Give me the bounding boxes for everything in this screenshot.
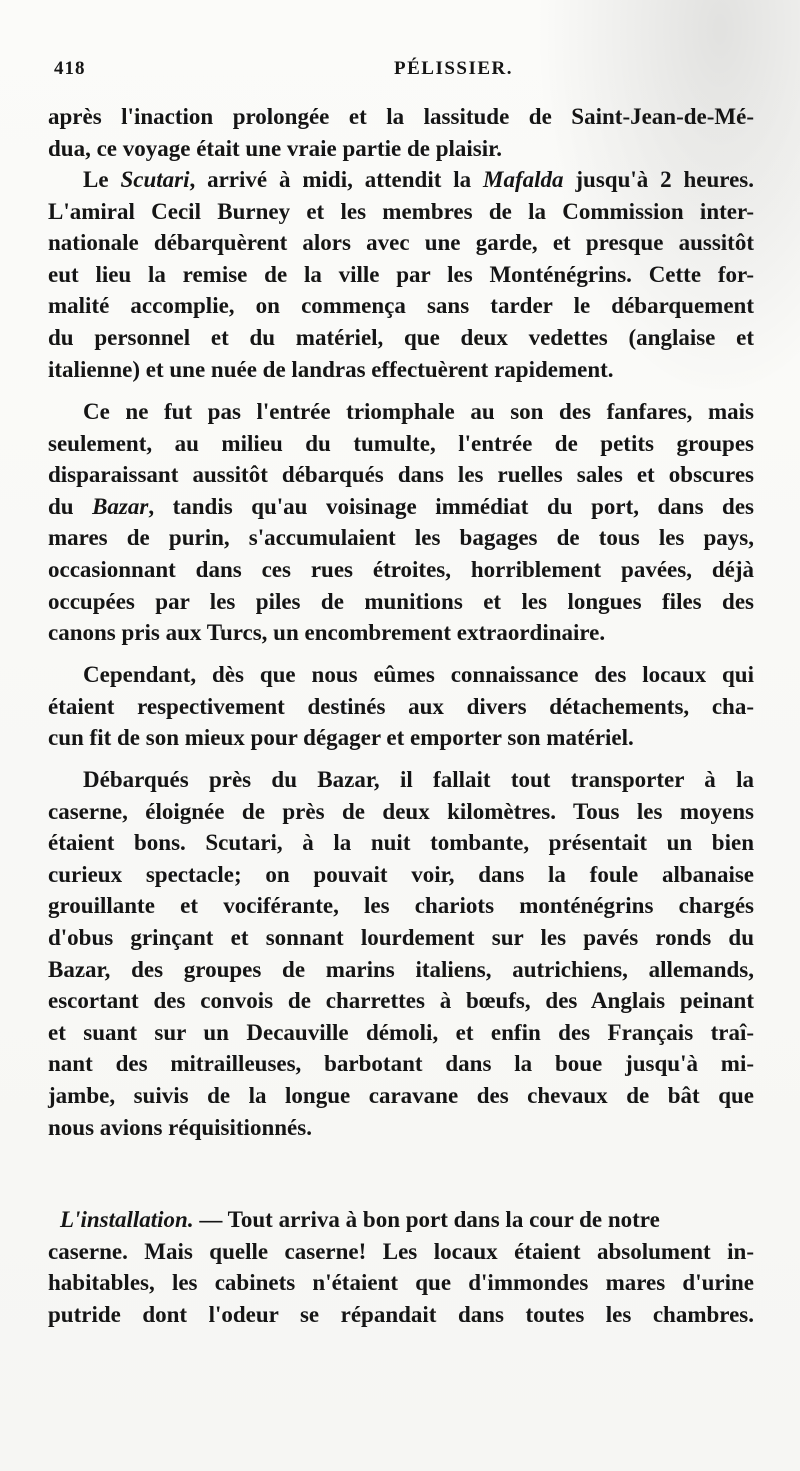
text-line: nationale débarquèrent alors avec une garde, et presque aussitôt	[48, 230, 754, 256]
text-line: Le Scutari, arrivé à midi, attendit la Mafalda jusqu'à 2 heures.	[83, 167, 755, 192]
paragraph-3	[48, 396, 754, 649]
text-line: étaient bons. Scutari, à la nuit tombante, présentait un bien	[48, 830, 754, 856]
text-line: putride dont l'odeur se répandait dans toutes les chambres.	[48, 1301, 754, 1327]
text-line: caserne, éloignée de près de deux kilomètres. Tous les moyens	[48, 798, 754, 824]
text-line: habitables, les cabinets n'étaient que d'immondes mares d'urine	[48, 1270, 754, 1296]
text-line: du personnel et du matériel, que deux vedettes (anglaise et	[48, 324, 754, 350]
text-line: nous avions réquisitionnés.	[48, 1114, 312, 1140]
text-line: nant des mitrailleuses, barbotant dans la boue jusqu'à mi-	[48, 1051, 754, 1077]
text-line: occupées par les piles de munitions et les longues files des	[48, 588, 754, 614]
text-line: malité accomplie, on commença sans tarder le débarquement	[48, 293, 754, 319]
text-line: Cependant, dès que nous eûmes connaissance des locaux qui	[83, 662, 754, 687]
text-line: grouillante et vociférante, les chariots monténégrins chargés	[48, 893, 754, 919]
page-header	[54, 58, 754, 86]
running-head: PÉLISSIER.	[394, 58, 514, 79]
text-line: après l'inaction prolongée et la lassitude de Saint-Jean-de-Mé-	[48, 104, 754, 129]
text-line: d'obus grinçant et sonnant lourdement sur les pavés ronds du	[48, 924, 754, 950]
text-run: — Tout arriva à bon port dans la cour de notre	[193, 1207, 660, 1232]
text-line: et suant sur un Decauville démoli, et enfin des Français traî-	[48, 1019, 754, 1045]
text-line: disparaissant aussitôt débarqués dans les ruelles sales et obscures	[48, 462, 754, 488]
text-line: L'amiral Cecil Burney et les membres de la Commission inter-	[48, 198, 754, 224]
paragraph-1	[48, 101, 754, 164]
text-line: jambe, suivis de la longue caravane des chevaux de bât que	[48, 1082, 754, 1108]
text-line: seulement, au milieu du tumulte, l'entrée de petits groupes	[48, 430, 754, 456]
text-line: dua, ce voyage était une vraie partie de plaisir.	[48, 135, 502, 161]
text-line: eut lieu la remise de la ville par les Monténégrins. Cette for-	[48, 261, 754, 287]
text-line: étaient respectivement destinés aux divers détachements, cha-	[48, 693, 754, 719]
text-line: mares de purin, s'accumulaient les bagages de tous les pays,	[48, 525, 754, 551]
text-line: occasionnant dans ces rues étroites, horriblement pavées, déjà	[48, 556, 754, 582]
text-line: escortant des convois de charrettes à bœufs, des Anglais peinant	[48, 988, 754, 1014]
page-number: 418	[54, 58, 86, 79]
text-line: Ce ne fut pas l'entrée triomphale au son des fanfares, mais	[83, 399, 754, 424]
text-line	[48, 1204, 754, 1236]
text-line: caserne. Mais quelle caserne! Les locaux étaient absolument in-	[48, 1238, 754, 1264]
section-heading: L'installation.	[60, 1207, 194, 1232]
paragraph-2	[48, 164, 754, 385]
text-line: italienne) et une nuée de landras effectuèrent rapidement.	[48, 356, 614, 382]
text-line: Bazar, des groupes de marins italiens, autrichiens, allemands,	[48, 956, 754, 982]
text-line: curieux spectacle; on pouvait voir, dans la foule albanaise	[48, 861, 754, 887]
paragraph-5	[48, 764, 754, 1143]
text-line: Débarqués près du Bazar, il fallait tout transporter à la	[83, 767, 754, 792]
text-line: cun fit de son mieux pour dégager et emporter son matériel.	[48, 725, 634, 751]
paragraph-6	[48, 1204, 754, 1330]
text-line: canons pris aux Turcs, un encombrement extraordinaire.	[48, 620, 606, 646]
paragraph-4	[48, 659, 754, 754]
text-line: du Bazar, tandis qu'au voisinage immédiat du port, dans des	[48, 493, 754, 519]
